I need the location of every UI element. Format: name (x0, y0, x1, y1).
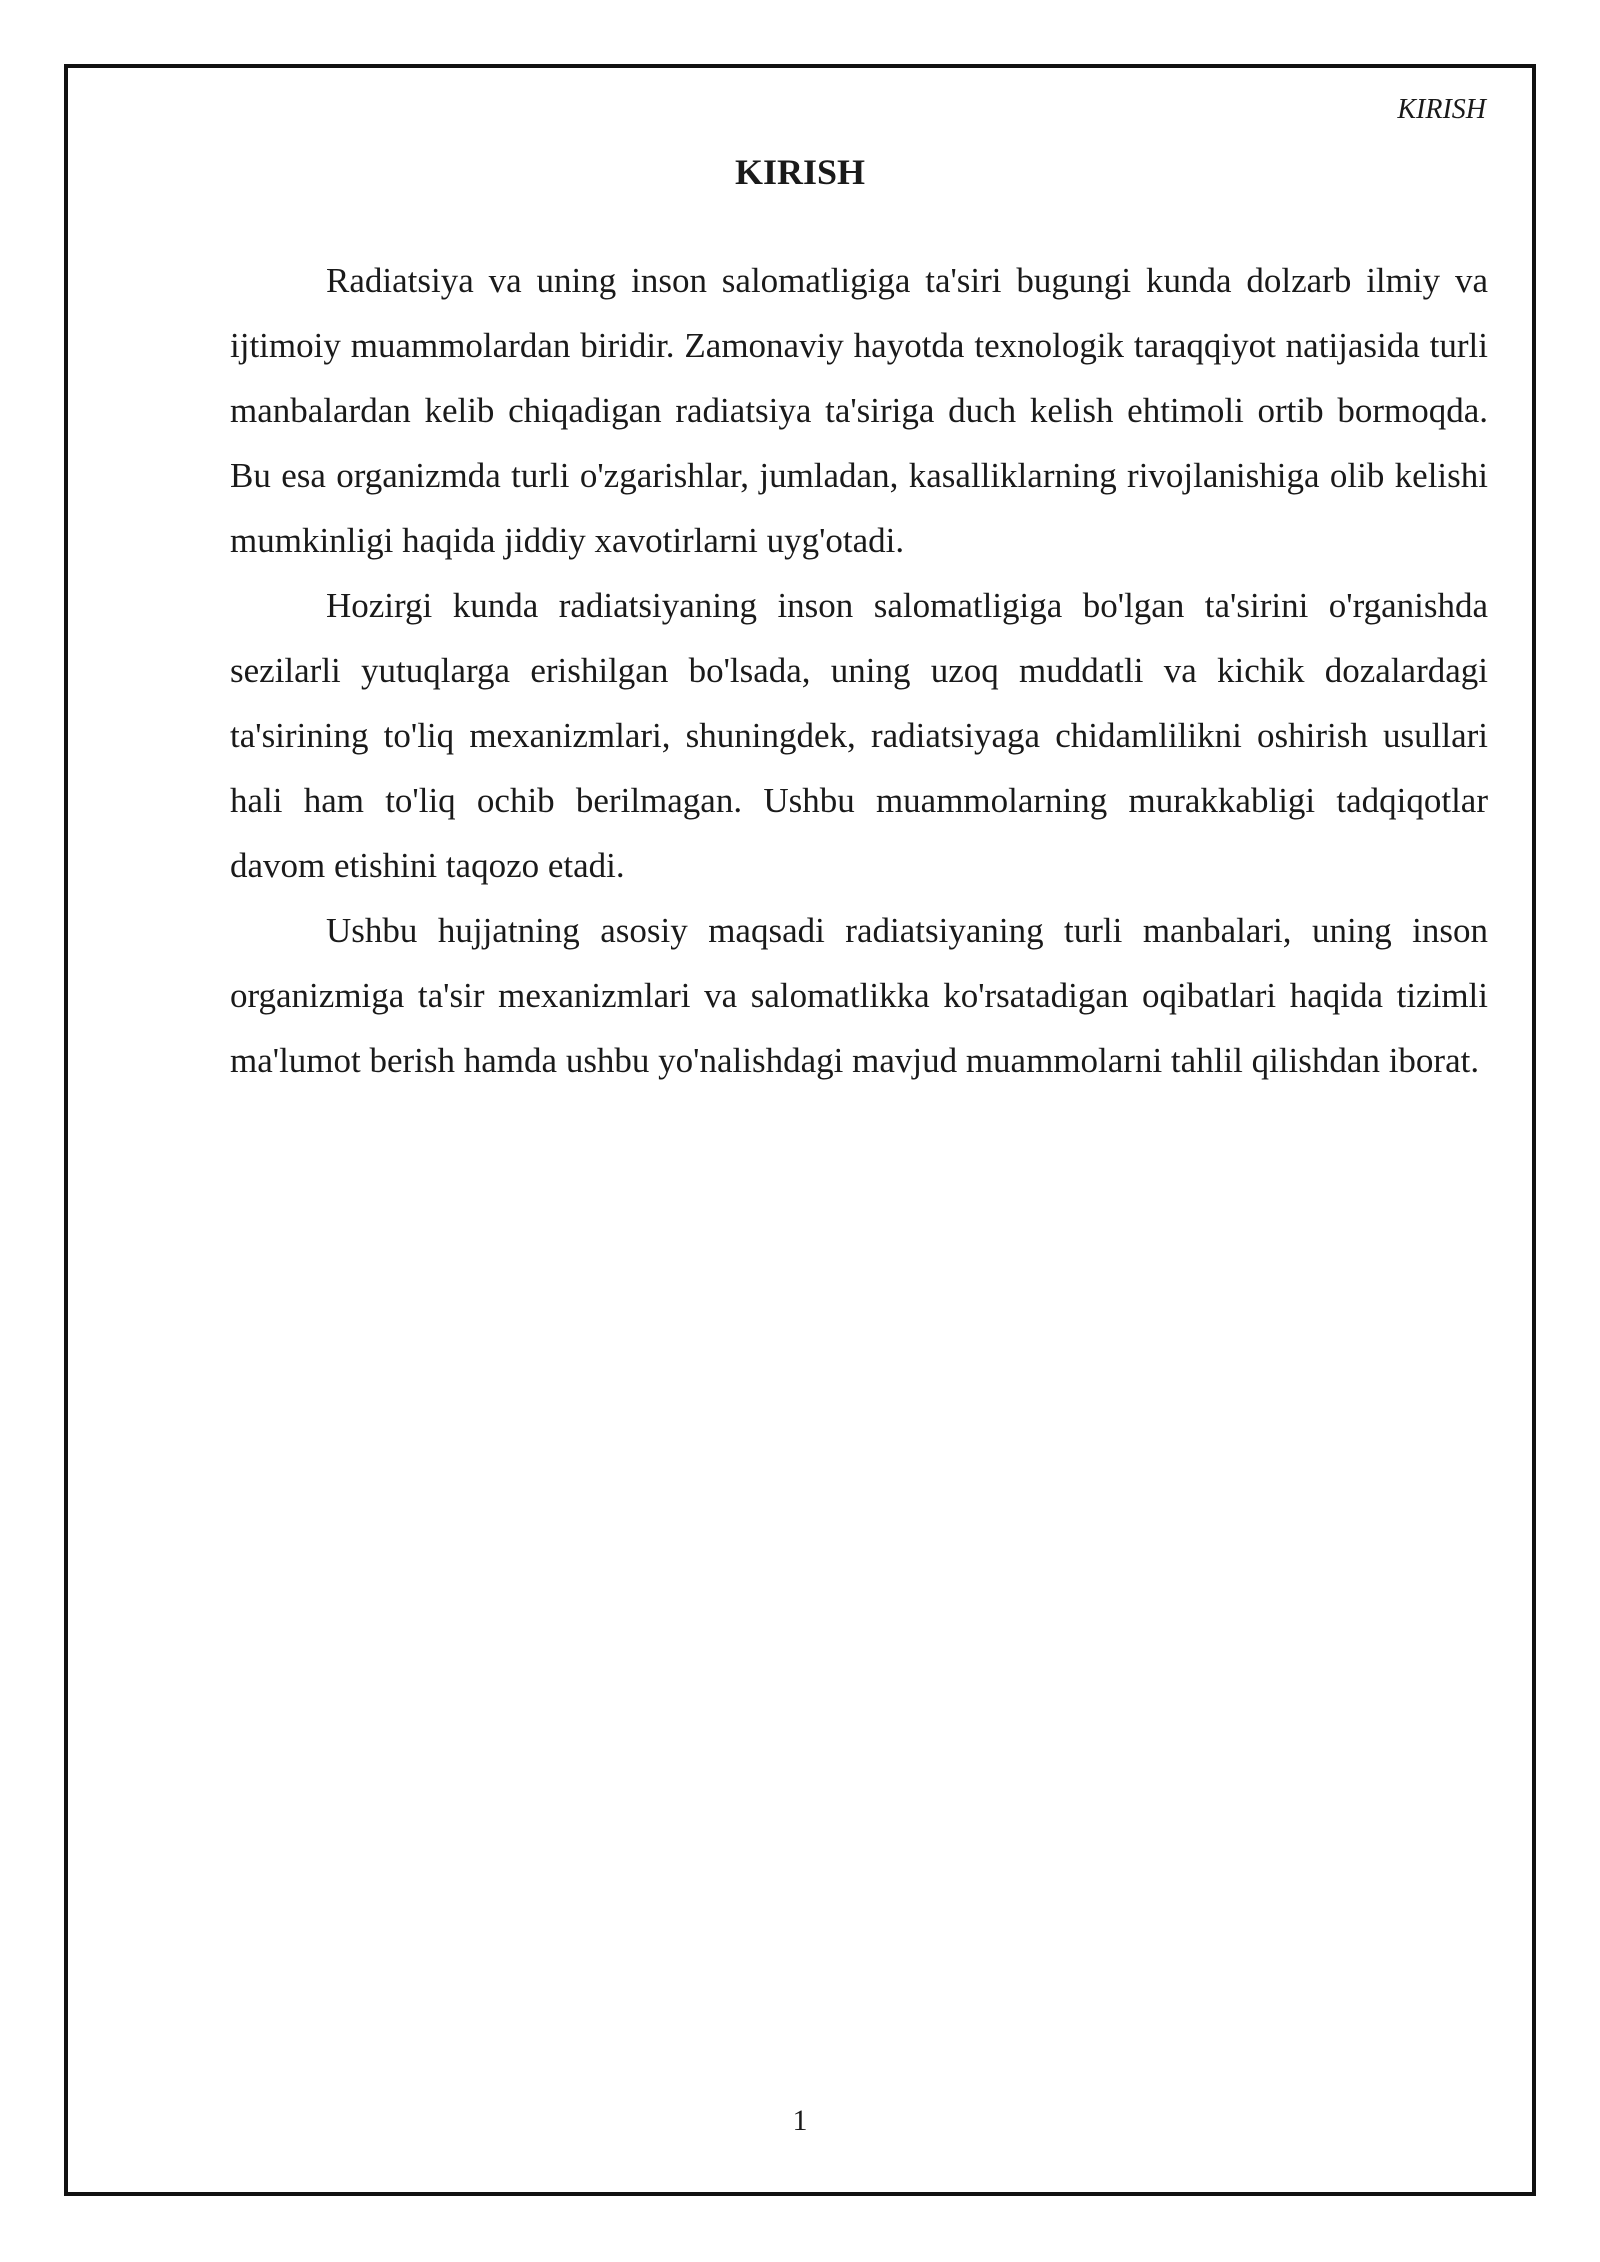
paragraph-1: Radiatsiya va uning inson salomatligiga ta'siri bugungi kunda dolzarb ilmiy va ijtimoiy muammolardan biridir. Zamonaviy hayotda texnologik taraqqiyot natijasida turli manbalardan kelib chiqadigan radiatsiya ta'siriga duch kelish ehtimoli ortib bormoqda. Bu esa organizmda turli o'zgarishlar, jumladan, kasalliklarning rivojlanishiga olib kelishi mumkinligi haqida jiddiy xavotirlarni uyg'otadi. (230, 261, 1488, 560)
paragraph-2: Hozirgi kunda radiatsiyaning inson salomatligiga bo'lgan ta'sirini o'rganishda sezilarli yutuqlarga erishilgan bo'lsada, uning uzoq muddatli va kichik dozalardagi ta'sirining to'liq mexanizmlari, shuningdek, radiatsiyaga chidamlilikni oshirish usullari hali ham to'liq ochib berilmagan. Ushbu muammolarning murakkabligi tadqiqotlar davom etishini taqozo etadi. (230, 586, 1488, 885)
body-text (230, 248, 1488, 1093)
page-number: 1 (792, 2104, 808, 2137)
running-header: KIRISH (1397, 94, 1486, 125)
page-title: KIRISH (734, 152, 866, 192)
paragraph-3: Ushbu hujjatning asosiy maqsadi radiatsiyaning turli manbalari, uning inson organizmiga ta'sir mexanizmlari va salomatlikka ko'rsatadigan oqibatlari haqida tizimli ma'lumot berish hamda ushbu yo'nalishdagi mavjud muammolarni tahlil qilishdan iborat. (230, 911, 1488, 1080)
